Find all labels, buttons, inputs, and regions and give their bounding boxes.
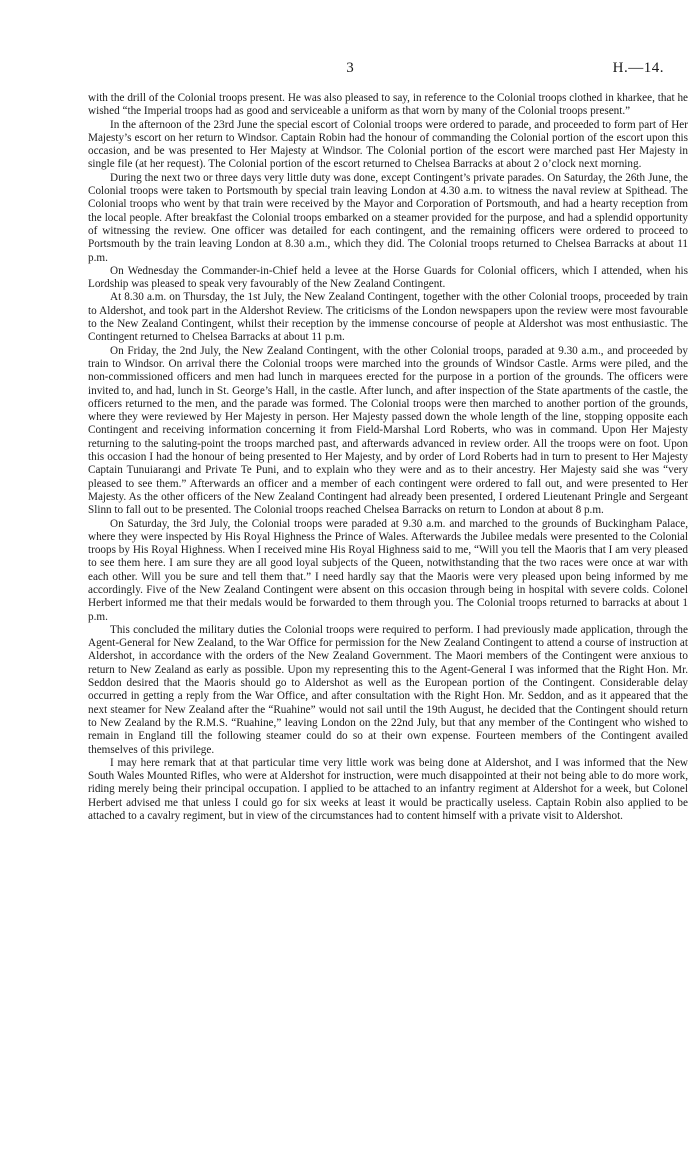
paragraph-6: On Friday, the 2nd July, the New Zealand Contingent, with the other Colonial troops, paraded at 9.30 a.m., and proceeded by train to Windsor. On arrival there the Colonial troops were marched into the grounds of Windsor Castle. Arms were piled, and the non-commissioned officers and men had lunch in marquees erected for the purpose in a portion of the grounds. The officers were invited to, and had, lunch in St. George’s Hall, in the castle. After lunch, and after inspection of the State apartments of the castle, the officers returned to the men, and the parade was formed. The Colonial troops were then marched to another portion of the grounds, where they were reviewed by Her Majesty in person. Her Majesty passed down the whole length of the line, stopping opposite each Contingent and receiving information concerning it from Field-Marshal Lord Roberts, who was in command. Upon Her Majesty returning to the saluting-point the troops marched past, and afterwards advanced in review order. All the troops were on foot. Upon this occasion I had the honour of being presented to Her Majesty, and by order of Lord Roberts had in turn to present to Her Majesty Captain Tunuiarangi and Private Te Puni, and to explain who they were and as to their ancestry. Her Majesty said she was “very pleased to see them.” Afterwards an officer and a member of each contingent were ordered to fall out, and were presented to Her Majesty. As the other officers of the New Zealand Contingent had already been presented, I ordered Lieutenant Pringle and Sergeant Slinn to fall out to be presented. The Colonial troops reached Chelsea Barracks on return to London at about 8 p.m. [88, 344, 688, 517]
paragraph-3: During the next two or three days very little duty was done, except Contingent’s private parades. On Saturday, the 26th June, the Colonial troops were taken to Portsmouth by special train leaving London at 4.30 a.m. to witness the naval review at Spithead. The Colonial troops who went by that train were received by the Mayor and Corporation of Portsmouth, and had a hearty reception from the local people. After breakfast the Colonial troops embarked on a steamer provided for the purpose, and had a splendid opportunity of witnessing the review. One officer was detailed for each contingent, and the remaining officers were ordered to proceed to Portsmouth by the train leaving London at 8.30 a.m., which they did. The Colonial troops returned to Chelsea Barracks at about 11 p.m. [88, 171, 688, 264]
paragraph-4: On Wednesday the Commander-in-Chief held a levee at the Horse Guards for Colonial officers, which I attended, when his Lordship was pleased to speak very favourably of the New Zealand Contingent. [88, 264, 688, 291]
page-number: 3 [346, 60, 354, 76]
document-reference: H.—14. [612, 60, 664, 76]
page-header [0, 60, 700, 80]
paragraph-5: At 8.30 a.m. on Thursday, the 1st July, the New Zealand Contingent, together with the other Colonial troops, proceeded by train to Aldershot, and took part in the Aldershot Review. The criticisms of the London newspapers upon the review were most favourable to the New Zealand Contingent, whilst their reception by the immense concourse of people at Aldershot was most enthusiastic. The Contingent returned to Chelsea Barracks at about 11 p.m. [88, 291, 688, 344]
body-text [88, 92, 688, 823]
paragraph-1: with the drill of the Colonial troops present. He was also pleased to say, in reference to the Colonial troops clothed in kharkee, that he wished “the Imperial troops had as good and serviceable a uniform as that worn by many of the Colonial troops present.” [88, 92, 688, 118]
paragraph-8: This concluded the military duties the Colonial troops were required to perform. I had previously made application, through the Agent-General for New Zealand, to the War Office for permission for the New Zealand Contingent to attend a course of instruction at Aldershot, in accordance with the orders of the New Zealand Government. The Maori members of the Contingent were anxious to return to New Zealand as early as possible. Upon my representing this to the Agent-General I was informed that the Right Hon. Mr. Seddon desired that the Maoris should go to Aldershot as well as the European portion of the Contingent. Considerable delay occurred in getting a reply from the War Office, and after consultation with the Right Hon. Mr. Seddon, and as it appeared that the next steamer for New Zealand after the “Ruahine” would not sail until the 19th August, he decided that the Contingent should return to New Zealand by the R.M.S. “Ruahine,” leaving London on the 22nd July, but that any member of the Contingent who wished to remain in England till the following steamer could do so at their own expense. Fourteen members of the Contingent availed themselves of this privilege. [88, 623, 688, 756]
paragraph-2: In the afternoon of the 23rd June the special escort of Colonial troops were ordered to parade, and proceeded to form part of Her Majesty’s escort on her return to Windsor. Captain Robin had the honour of commanding the Colonial portion of the escort upon this occasion, and be was presented to Her Majesty at Windsor. The Colonial portion of the escort were marched past Her Majesty in single file (at her request). The Colonial portion of the escort returned to Chelsea Barracks at about 2 o’clock next morning. [88, 118, 688, 171]
paragraph-9: I may here remark that at that particular time very little work was being done at Aldershot, and I was informed that the New South Wales Mounted Rifles, who were at Aldershot for instruction, were much disappointed at their not being able to do more work, riding merely being their principal occupation. I applied to be attached to an infantry regiment at Aldershot for a week, but Colonel Herbert advised me that unless I could go for six weeks at least it would be practically useless. Captain Robin also applied to be attached to a cavalry regiment, but in view of the circumstances had to content himself with a private visit to Aldershot. [88, 756, 688, 823]
paragraph-7: On Saturday, the 3rd July, the Colonial troops were paraded at 9.30 a.m. and marched to the grounds of Buckingham Palace, where they were inspected by His Royal Highness the Prince of Wales. Afterwards the Jubilee medals were presented to the Colonial troops by His Royal Highness. When I received mine His Royal Highness said to me, “Will you tell the Maoris that I am very pleased to see them here. I am sure they are all good loyal subjects of the Queen, notwithstanding that the two races were once at war with each other. Will you be sure and tell them that.” I need hardly say that the Maoris were very pleased upon being informed by me accordingly. Five of the New Zealand Contingent were absent on this occasion through being in hospital with severe colds. Colonel Herbert informed me that their medals would be forwarded to them through you. The Colonial troops returned to barracks at about 1 p.m. [88, 517, 688, 623]
